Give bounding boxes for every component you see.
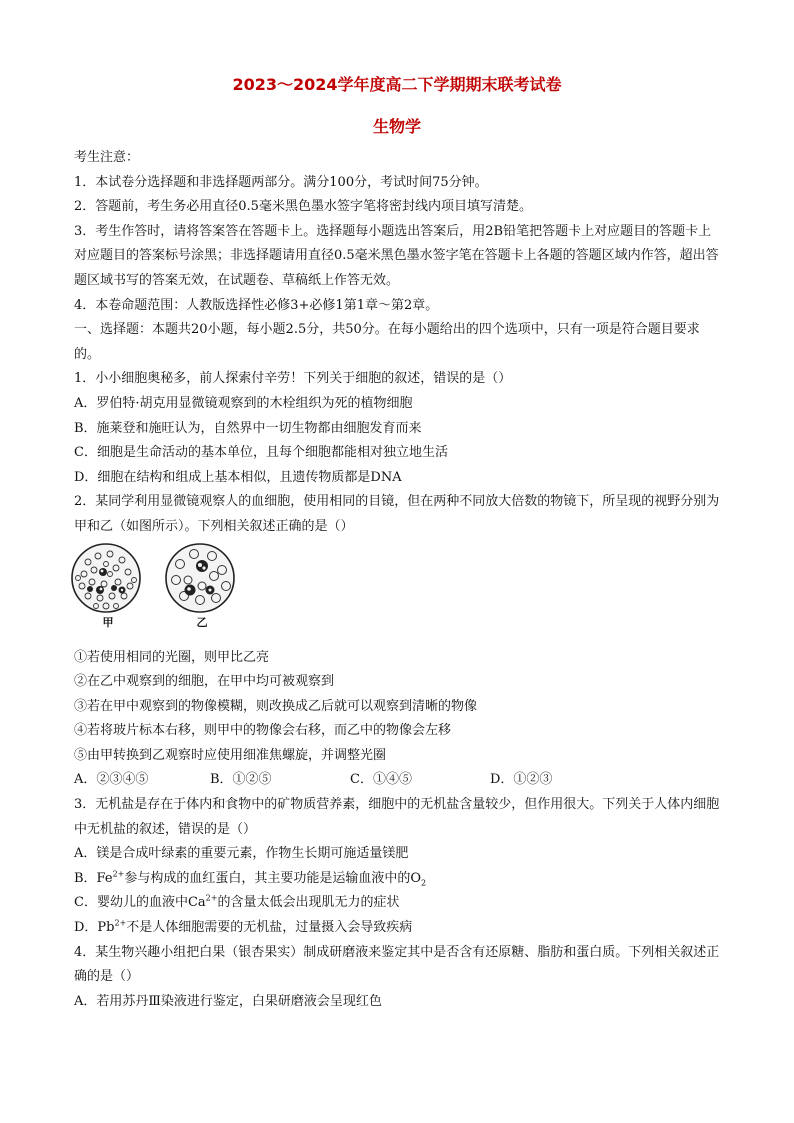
exam-content xyxy=(74,146,724,1014)
notice-item-4: 4．本卷命题范围：人教版选择性必修3+必修1第1章～第2章。 xyxy=(74,297,439,313)
question-2-statement-5: ⑤由甲转换到乙观察时应使用细准焦螺旋，并调整光圈 xyxy=(74,747,387,763)
microscope-figure xyxy=(70,542,724,646)
notice-item-1: 1．本试卷分选择题和非选择题两部分。满分100分，考试时间75分钟。 xyxy=(74,174,488,190)
figure-view-jia xyxy=(70,542,146,630)
section-heading: 一、选择题：本题共20小题，每小题2.5分，共50分。在每小题给出的四个选项中，只有一项是符合题目要求的。 xyxy=(74,322,700,362)
exam-title: 2023～2024学年度高二下学期期末联考试卷 xyxy=(232,75,562,94)
question-2-choice-c: C．①④⑤ xyxy=(350,772,412,788)
question-3-option-b: B．$Fe^{2+}$参与构成的血红蛋白，其主要功能是运输血液中的$O_2$ xyxy=(74,869,427,888)
question-3-stem: 3．无机盐是存在于体内和食物中的矿物质营养素，细胞中的无机盐含量较少，但作用很大。下列关于人体内细胞中无机盐的叙述，错误的是（） xyxy=(74,797,720,837)
question-2-choices xyxy=(74,768,724,793)
question-2-choice-d: D．①②③ xyxy=(490,772,553,788)
question-1-option-c: C．细胞是生命活动的基本单位，且每个细胞都能相对独立地生活 xyxy=(74,445,448,461)
view-jia-image xyxy=(70,542,142,614)
view-yi-image xyxy=(164,542,236,614)
question-3-option-d: D．$Pb^{2+}$不是人体细胞需要的无机盐，过量摄入会导致疾病 xyxy=(74,918,413,936)
question-2-statement-3: ③若在甲中观察到的物像模糊，则改换成乙后就可以观察到清晰的物像 xyxy=(74,698,478,714)
question-2-statement-4: ④若将玻片标本右移，则甲中的物像会右移，而乙中的物像会左移 xyxy=(74,723,452,739)
question-4-stem: 4．某生物兴趣小组把白果（银杏果实）制成研磨液来鉴定其中是否含有还原糖、脂肪和蛋白质。下列相关叙述正确的是（） xyxy=(74,944,720,985)
question-3-option-a: A．镁是合成叶绿素的重要元素，作物生长期可施适量镁肥 xyxy=(74,846,409,862)
question-1-option-d: D．细胞在结构和组成上基本相似，且遗传物质都是DNA xyxy=(74,469,402,485)
question-4-option-a: A．若用苏丹Ⅲ染液进行鉴定，白果研磨液会呈现红色 xyxy=(74,993,382,1009)
question-2-choice-a: A．②③④⑤ xyxy=(74,772,149,788)
question-1-option-a: A．罗伯特·胡克用显微镜观察到的木栓组织为死的植物细胞 xyxy=(74,395,413,411)
exam-subject: 生物学 xyxy=(372,117,421,136)
figure-label-jia: 甲 xyxy=(102,615,114,629)
figure-view-yi xyxy=(164,542,240,630)
question-1-option-b: B．施莱登和施旺认为，自然界中一切生物都由细胞发育而来 xyxy=(74,420,422,436)
question-3-option-c: C．婴幼儿的血液中$Ca^{2+}$的含量太低会出现肌无力的症状 xyxy=(74,894,400,911)
question-1-stem: 1．小小细胞奥秘多，前人探索付辛劳！下列关于细胞的叙述，错误的是（） xyxy=(74,371,512,387)
notice-heading: 考生注意： xyxy=(74,150,140,165)
question-2-statement-2: ②在乙中观察到的细胞，在甲中均可被观察到 xyxy=(74,674,335,690)
question-2-statement-1: ①若使用相同的光圈，则甲比乙亮 xyxy=(74,649,270,665)
question-2-choice-b: B．①②⑤ xyxy=(210,772,272,788)
notice-item-2: 2．答题前，考生务必用直径0.5毫米黑色墨水签字笔将密封线内项目填写清楚。 xyxy=(74,199,532,215)
figure-label-yi: 乙 xyxy=(196,615,208,629)
notice-item-3: 3．考生作答时，请将答案答在答题卡上。选择题每小题选出答案后，用2B铅笔把答题卡上对应题目的答题卡上对应题目的答案标号涂黑；非选择题请用直径0.5毫米黑色墨水签字笔在答题卡上各题的答题区域内作答，超出答题区域书写的答案无效，在试题卷、草稿纸上作答无效。 xyxy=(74,223,719,288)
question-2-stem: 2．某同学利用显微镜观察人的血细胞，使用相同的目镜，但在两种不同放大倍数的物镜下，所呈现的视野分别为甲和乙（如图所示）。下列相关叙述正确的是（） xyxy=(74,494,720,534)
